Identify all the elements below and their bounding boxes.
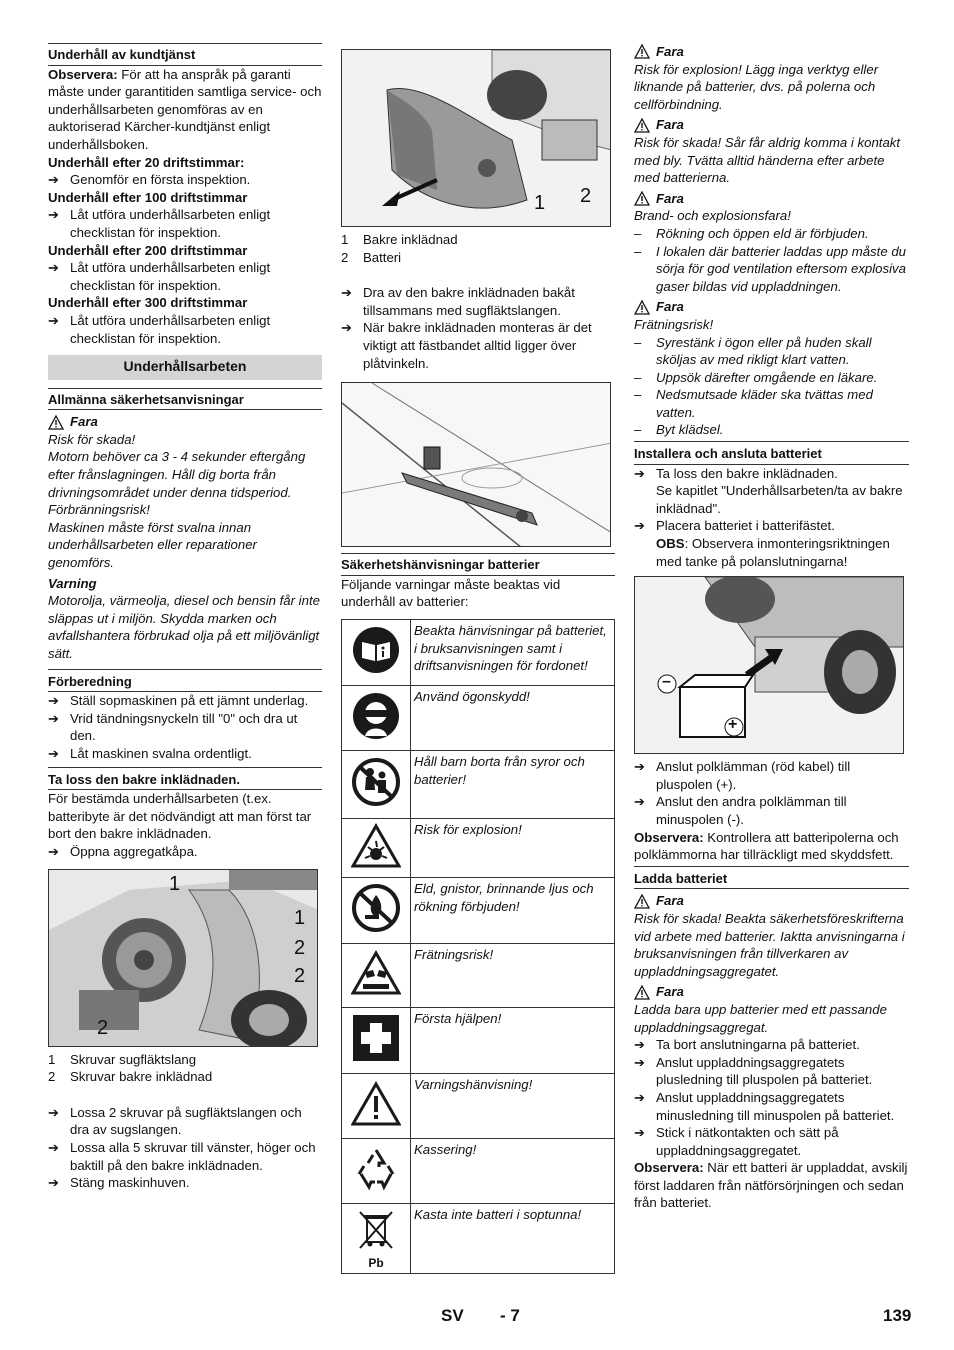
symbol-text: Använd ögonskydd! [411, 685, 615, 750]
prep-step: ➔ Vrid tändningsnyckeln till "0" och dra ut den. [48, 710, 322, 745]
symbol-text: Varningshänvisning! [411, 1073, 615, 1138]
text-fire: Brand- och explosionsfara! [634, 208, 791, 224]
step-charge: ➔ Anslut uppladdningsaggregatets plusledning till pluspolen på batteriet. [634, 1054, 909, 1089]
warning-triangle-icon [48, 415, 64, 430]
column-3 [634, 40, 909, 1212]
column-2 [341, 40, 615, 1274]
step-charge: ➔ Anslut uppladdningsaggregatets minusledning till minuspolen på batteriet. [634, 1089, 909, 1124]
step-install: ➔ Placera batteriet i batterifästet. [634, 517, 909, 535]
symbol-row [342, 619, 615, 685]
warning-triangle-icon [634, 300, 650, 315]
heading-battery-safety: Säkerhetshänvisningar batterier [341, 553, 615, 576]
heading-install-battery: Installera och ansluta batteriet [634, 445, 909, 465]
note-warranty: Observera: För att ha anspråk på garanti måste under garantitiden samtliga service- och underhållsarbeten genomföras av en auktoriserad Kärcher-kundtjänst enligt underhållsboken. [48, 66, 322, 152]
caution-label: Varning [48, 575, 97, 591]
symbol-text: Kasta inte batteri i soptunna! [411, 1203, 615, 1273]
symbol-row [342, 685, 615, 750]
dash-item: – Nedsmutsade kläder ska tvättas med vatten. [634, 386, 909, 421]
callout: 2 [294, 964, 306, 987]
footer-lang: SV [441, 1306, 464, 1325]
symbol-table [341, 619, 615, 1274]
recycle-icon [351, 1144, 401, 1194]
callout: 2 [580, 185, 592, 207]
symbol-text: Frätningsrisk! [411, 943, 615, 1007]
warning-triangle-icon [634, 985, 650, 1000]
symbol-row [342, 750, 615, 818]
footer-page-number: 139 [883, 1306, 912, 1325]
symbol-text: Håll barn borta från syror och batterier! [411, 750, 615, 818]
dash-item: – Syrestänk i ögon eller på huden skall sköljas av med rikligt klart vatten. [634, 334, 909, 369]
symbol-row [342, 943, 615, 1007]
legend-row: 1 Skruvar sugfläktslang [48, 1051, 197, 1067]
symbol-row [342, 877, 615, 943]
figure-rear-cover [341, 49, 611, 227]
dash-item: – Byt klädsel. [634, 421, 909, 442]
step-loosen: ➔ Lossa 2 skruvar på sugfläktslangen och dra av sugslangen. [48, 1104, 322, 1139]
callout: 1 [534, 192, 546, 214]
step-open-hood: ➔ Öppna aggregatkåpa. [48, 843, 322, 861]
dash-item: – I lokalen där batterier laddas upp måste du sörja för god ventilation eftersom explosiva gaser bildas vid uppladdningen. [634, 243, 909, 296]
symbol-row [342, 1203, 615, 1273]
danger-label: Fara [634, 892, 909, 910]
warning-icon [351, 1081, 401, 1127]
symbol-row [342, 818, 615, 877]
symbol-row [342, 1073, 615, 1138]
figure-battery [634, 576, 904, 754]
heading-300h: Underhåll efter 300 driftstimmar [48, 295, 248, 311]
note-disconnect: Observera: När ett batteri är uppladdat, avskilj först laddaren från nätförsörjningen och sedan från batteriet. [634, 1160, 908, 1211]
column-1 [48, 40, 322, 1192]
symbol-row [342, 1138, 615, 1203]
symbol-text: Beakta hänvisningar på batteriet, i bruksanvisningen samt i driftsanvisningen för fordonet! [411, 619, 615, 685]
step-mount-cover: ➔ När bakre inklädnaden monteras är det viktigt att fästbandet alltid ligger över plåtvinkeln. [341, 319, 615, 372]
no-bin-icon [356, 1208, 396, 1252]
step-pull-cover: ➔ Dra av den bakre inklädnaden bakåt tillsammans med sugfläktslangen. [341, 284, 615, 319]
step-charge: ➔ Ta bort anslutningarna på batteriet. [634, 1036, 909, 1054]
callout: 2 [97, 1016, 109, 1039]
text-remove-cover: För bestämda underhållsarbeten (t.ex. batteribyte är det nödvändigt att man först tar bort den bakre inklädnaden. [48, 791, 312, 842]
minus-label: – [662, 673, 671, 691]
symbol-text: Kassering! [411, 1138, 615, 1203]
text-burn: Förbränningsrisk! [48, 502, 150, 518]
no-children-icon [351, 757, 401, 807]
symbol-row [342, 1007, 615, 1073]
step-connect: ➔ Anslut den andra polklämman till minuspolen (-). [634, 793, 909, 828]
prep-step: ➔ Ställ sopmaskinen på ett jämnt underlag. [48, 692, 322, 710]
step-300h: ➔ Låt utföra underhållsarbeten enligt checklistan för inspektion. [48, 312, 322, 347]
step-20h: ➔ Genomför en första inspektion. [48, 171, 322, 189]
prep-step: ➔ Låt maskinen svalna ordentligt. [48, 745, 322, 768]
heading-200h: Underhåll efter 200 driftstimmar [48, 242, 248, 258]
heading-remove-cover: Ta loss den bakre inklädnaden. [48, 771, 322, 791]
step-loosen: ➔ Lossa alla 5 skruvar till vänster, höger och baktill på den bakre inklädnaden. [48, 1139, 322, 1174]
warning-triangle-icon [634, 44, 650, 59]
text-motor: Motorn behöver ca 3 - 4 sekunder eftergång efter frånslagningen. Håll dig borta från drivningsområdet under denna tidsperiod. [48, 449, 306, 500]
step-charge: ➔ Stick i nätkontakten och sätt på uppladdningsaggregatet. [634, 1124, 909, 1159]
note-polarity: OBS: Observera inmonteringsriktningen med tanke på polanslutningarna! [656, 536, 890, 569]
dash-item: – Rökning och öppen eld är förbjuden. [634, 225, 909, 243]
text-battery-safety: Följande varningar måste beaktas vid underhåll av batterier: [341, 576, 561, 610]
warning-triangle-icon [634, 894, 650, 909]
corrosive-icon [351, 950, 401, 996]
first-aid-icon [351, 1013, 401, 1063]
text-oil: Motorolja, värmeolja, diesel och bensin får inte släppas ut i miljön. Skydda marken och avfallshantera förbrukad olja på ett miljövänligt sätt. [48, 592, 322, 669]
explosion-icon [351, 823, 401, 869]
step-close: ➔ Stäng maskinhuven. [48, 1174, 322, 1192]
callout: 2 [294, 936, 306, 959]
legend-row: 2 Skruvar bakre inklädnad [48, 1069, 213, 1085]
danger-label: Fara [634, 116, 909, 134]
figure-engine [48, 869, 318, 1047]
heading-kundtjanst: Underhåll av kundtjänst [48, 43, 322, 66]
figure-strap [341, 382, 611, 547]
danger-label: Fara [634, 43, 909, 61]
heading-prep: Förberedning [48, 673, 322, 693]
heading-20h: Underhåll efter 20 driftstimmar: [48, 154, 245, 170]
section-title: Underhållsarbeten [48, 355, 322, 380]
text-see-chapter: Se kapitlet "Underhållsarbeten/ta av bakre inklädnad". [656, 483, 903, 516]
symbol-text: Risk för explosion! [411, 818, 615, 877]
danger-label: Fara [634, 298, 909, 316]
step-install: ➔ Ta loss den bakre inklädnaden. [634, 465, 909, 483]
step-200h: ➔ Låt utföra underhållsarbeten enligt checklistan för inspektion. [48, 259, 322, 294]
symbol-text: Eld, gnistor, brinnande ljus och rökning förbjuden! [411, 877, 615, 943]
text-explosion: Risk för explosion! Lägg inga verktyg eller liknande på batterier, dvs. på polerna och cellförbindning. [634, 61, 879, 112]
text-lead: Risk för skada! Sår får aldrig komma i kontakt med bly. Tvätta alltid händerna efter arbete med batterierna. [634, 134, 901, 186]
heading-charge-battery: Ladda batteriet [634, 870, 909, 890]
goggles-icon [351, 691, 401, 741]
danger-label: Fara [634, 190, 909, 208]
no-fire-icon [351, 883, 401, 933]
callout: 1 [169, 872, 181, 895]
text-charge-danger: Risk för skada! Beakta säkerhetsföreskrifterna vid arbete med batterier. Iaktta anvisningarna i bruksanvisningen från tillverkaren av uppladdningsaggregatet. [634, 910, 905, 979]
manual-icon [351, 625, 401, 675]
symbol-text: Första hjälpen! [411, 1007, 615, 1073]
footer-section-page: - 7 [500, 1306, 520, 1325]
pb-label: Pb [368, 1255, 384, 1270]
step-connect: ➔ Anslut polklämman (röd kabel) till pluspolen (+). [634, 758, 909, 793]
text-corrosion: Frätningsrisk! [634, 316, 714, 332]
callout: 1 [294, 906, 306, 929]
plus-label: + [728, 716, 738, 734]
warning-triangle-icon [634, 191, 650, 206]
text-risk: Risk för skada! [48, 431, 136, 447]
legend-row: 1 Bakre inklädnad [341, 232, 458, 247]
danger-label: Fara [48, 413, 322, 431]
heading-100h: Underhåll efter 100 driftstimmar [48, 189, 248, 205]
step-100h: ➔ Låt utföra underhållsarbeten enligt checklistan för inspektion. [48, 206, 322, 241]
text-cool: Maskinen måste först svalna innan underhållsarbeten eller reparationer genomförs. [48, 519, 257, 571]
dash-item: – Uppsök därefter omgående en läkare. [634, 369, 909, 387]
warning-triangle-icon [634, 118, 650, 133]
legend-row: 2 Batteri [341, 249, 402, 265]
text-charger: Ladda bara upp batterier med ett passande uppladdningsaggregat. [634, 1001, 887, 1035]
heading-safety: Allmänna säkerhetsanvisningar [48, 388, 322, 411]
note-grease: Observera: Kontrollera att batteripolerna och polklämmorna har tillräckligt med skyddsfett. [634, 829, 909, 867]
danger-label: Fara [634, 983, 909, 1001]
